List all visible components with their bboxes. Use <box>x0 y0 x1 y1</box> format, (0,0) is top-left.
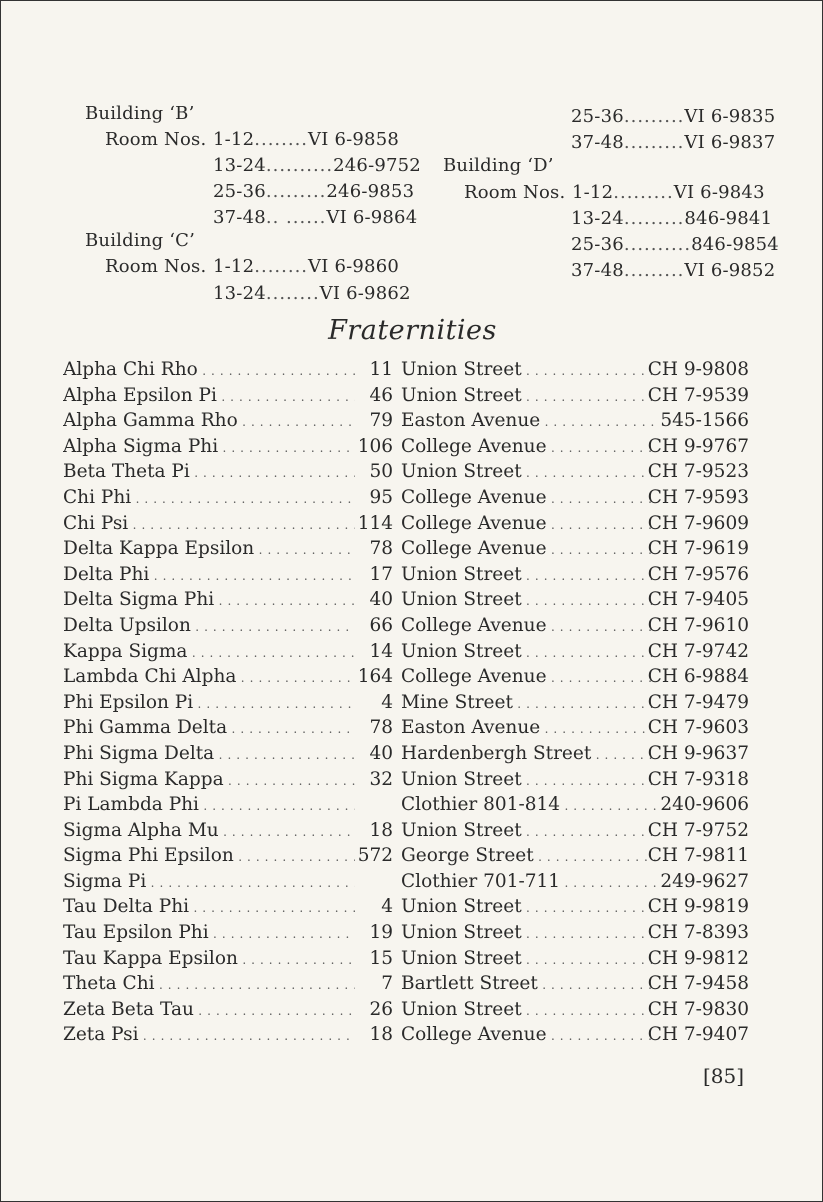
fraternity-row <box>1 357 823 383</box>
fraternity-name: Phi Gamma Delta . . . <box>63 715 355 743</box>
street-address: College Avenue . . . <box>401 664 656 692</box>
fraternity-row <box>1 767 823 793</box>
building-b-room-row: Room Nos. 1-12........VI 6-9858 <box>105 129 400 150</box>
phone-number: CH 7-9458 <box>647 973 749 995</box>
fraternity-name: Delta Phi . . . <box>63 562 355 590</box>
street-address: Clothier 701-711 . . . <box>401 869 656 897</box>
fraternity-row <box>1 894 823 920</box>
building-b-room-row: 13-24..........246-9752 <box>213 155 421 176</box>
street-address: College Avenue . . . <box>401 536 656 564</box>
street-number: 19 <box>369 922 393 944</box>
phone-number: CH 6-9884 <box>647 666 749 688</box>
fraternity-name: Tau Kappa Epsilon . . . <box>63 946 355 974</box>
street-address: Union Street . . . <box>401 587 656 615</box>
building-d-title: Building ‘D’ <box>443 155 554 176</box>
fraternity-row <box>1 869 823 895</box>
street-number: 18 <box>369 1024 393 1046</box>
building-b-room-row: 37-48.. ......VI 6-9864 <box>213 207 418 228</box>
phone-number: CH 7-9742 <box>647 640 749 662</box>
fraternity-name: Phi Sigma Kappa . . . <box>63 767 355 795</box>
room-nos-label: Room Nos. <box>105 129 207 150</box>
building-b-title: Building ‘B’ <box>85 103 195 124</box>
fraternity-row <box>1 587 823 613</box>
street-number: 66 <box>369 614 393 636</box>
fraternity-row <box>1 613 823 639</box>
room-range: 25-36 <box>213 181 266 202</box>
fraternity-name: Tau Delta Phi . . . <box>63 894 355 922</box>
building-c-room-row: Room Nos. 1-12........VI 6-9860 <box>105 256 400 277</box>
building-d-room-row: 37-48.........VI 6-9852 <box>571 260 776 281</box>
street-number: 106 <box>357 435 393 457</box>
building-c-room-row: 13-24........VI 6-9862 <box>213 283 411 304</box>
building-c-title: Building ‘C’ <box>85 230 196 251</box>
fraternity-row <box>1 741 823 767</box>
fraternity-row <box>1 664 823 690</box>
room-phone: 246-9853 <box>326 181 415 202</box>
fraternity-name: Tau Epsilon Phi . . . <box>63 920 355 948</box>
fraternity-name: Beta Theta Pi . . . <box>63 459 355 487</box>
phone-number: CH 9-9812 <box>647 947 749 969</box>
fraternity-row <box>1 562 823 588</box>
fraternity-name: Theta Chi . . . <box>63 971 355 999</box>
street-address: Easton Avenue . . . <box>401 715 656 743</box>
room-phone: VI 6-9858 <box>308 129 400 150</box>
fraternity-row <box>1 511 823 537</box>
fraternity-name: Pi Lambda Phi . . . <box>63 792 355 820</box>
room-nos-label: Room Nos. <box>105 256 207 277</box>
street-address: College Avenue . . . <box>401 613 656 641</box>
room-range: 1-12 <box>213 256 255 277</box>
room-range: 37-48 <box>571 260 624 281</box>
street-number: 17 <box>369 563 393 585</box>
street-number: 32 <box>369 768 393 790</box>
street-address: Union Street . . . <box>401 997 656 1025</box>
street-number: 15 <box>369 947 393 969</box>
phone-number: CH 9-9637 <box>647 742 749 764</box>
street-address: Union Street . . . <box>401 357 656 385</box>
fraternity-row <box>1 1022 823 1048</box>
room-range: 13-24 <box>213 155 266 176</box>
phone-number: CH 7-9405 <box>647 589 749 611</box>
fraternity-row <box>1 485 823 511</box>
street-address: Easton Avenue . . . <box>401 408 656 436</box>
street-address: Union Street . . . <box>401 639 656 667</box>
fraternity-name: Sigma Phi Epsilon . . . <box>63 843 355 871</box>
fraternity-row <box>1 536 823 562</box>
fraternity-row <box>1 843 823 869</box>
fraternity-name: Alpha Gamma Rho . . . <box>63 408 355 436</box>
fraternity-row <box>1 690 823 716</box>
phone-number: CH 7-9523 <box>647 461 749 483</box>
street-number: 26 <box>369 998 393 1020</box>
fraternity-name: Zeta Beta Tau . . . <box>63 997 355 1025</box>
street-address: College Avenue . . . <box>401 485 656 513</box>
building-d-room-row: 13-24.........846-9841 <box>571 208 773 229</box>
room-range: 25-36 <box>571 106 624 127</box>
phone-number: CH 7-9830 <box>647 998 749 1020</box>
room-range: 1-12 <box>213 129 255 150</box>
phone-number: CH 7-9619 <box>647 538 749 560</box>
fraternity-name: Phi Sigma Delta . . . <box>63 741 355 769</box>
street-address: Union Street . . . <box>401 767 656 795</box>
street-address: Clothier 801-814 . . . <box>401 792 656 820</box>
phone-number: CH 7-9539 <box>647 384 749 406</box>
phone-number: CH 7-9407 <box>647 1024 749 1046</box>
street-number: 4 <box>381 691 393 713</box>
fraternity-name: Delta Kappa Epsilon . . . <box>63 536 355 564</box>
fraternity-list <box>1 357 823 1048</box>
street-number: 4 <box>381 896 393 918</box>
street-number: 164 <box>357 666 393 688</box>
phone-number: CH 9-9808 <box>647 359 749 380</box>
fraternity-row <box>1 715 823 741</box>
street-address: Hardenbergh Street . . . <box>401 741 656 769</box>
room-range: 37-48 <box>213 207 266 228</box>
fraternity-row <box>1 971 823 997</box>
phone-number: CH 7-8393 <box>647 922 749 944</box>
street-number: 46 <box>369 384 393 406</box>
street-number: 79 <box>369 410 393 432</box>
fraternity-name: Alpha Sigma Phi . . . <box>63 434 355 462</box>
fraternity-row <box>1 920 823 946</box>
street-address: College Avenue . . . <box>401 434 656 462</box>
street-address: Union Street . . . <box>401 894 656 922</box>
fraternity-name: Lambda Chi Alpha . . . <box>63 664 355 692</box>
building-b-room-row: 25-36.........246-9853 <box>213 181 415 202</box>
fraternity-name: Kappa Sigma . . . <box>63 639 355 667</box>
room-phone: VI 6-9852 <box>684 260 776 281</box>
street-address: College Avenue . . . <box>401 511 656 539</box>
fraternity-name: Sigma Alpha Mu . . . <box>63 818 355 846</box>
room-range: 13-24 <box>213 283 266 304</box>
street-address: Union Street . . . <box>401 946 656 974</box>
fraternity-row <box>1 818 823 844</box>
street-number: 78 <box>369 538 393 560</box>
fraternity-name: Sigma Pi . . . <box>63 869 355 897</box>
fraternity-name: Zeta Psi . . . <box>63 1022 355 1050</box>
street-number: 572 <box>357 845 393 867</box>
fraternity-name: Phi Epsilon Pi . . . <box>63 690 355 718</box>
street-number: 40 <box>369 742 393 764</box>
phone-number: 240-9606 <box>660 794 749 816</box>
page-number: [85] <box>702 1064 744 1088</box>
room-phone: 246-9752 <box>333 155 421 176</box>
building-c-room-row: 37-48.........VI 6-9837 <box>571 132 776 153</box>
room-phone: VI 6-9837 <box>684 132 776 153</box>
phone-number: CH 7-9811 <box>647 845 749 867</box>
room-nos-label: Room Nos. <box>464 182 566 203</box>
room-phone: VI 6-9862 <box>319 283 411 304</box>
room-range: 37-48 <box>571 132 624 153</box>
section-heading: Fraternities <box>328 315 497 346</box>
phone-number: 249-9627 <box>660 870 749 892</box>
phone-number: CH 9-9819 <box>647 896 749 918</box>
room-phone: 846-9854 <box>691 234 779 255</box>
street-address: Union Street . . . <box>401 562 656 590</box>
street-address: George Street . . . <box>401 843 656 871</box>
phone-number: CH 7-9479 <box>647 691 749 713</box>
street-address: Mine Street . . . <box>401 690 656 718</box>
fraternity-row <box>1 434 823 460</box>
room-phone: VI 6-9860 <box>308 256 400 277</box>
phone-number: CH 7-9318 <box>647 768 749 790</box>
fraternity-name: Delta Upsilon . . . <box>63 613 355 641</box>
phone-number: CH 7-9576 <box>647 563 749 585</box>
phone-number: CH 9-9767 <box>647 435 749 457</box>
building-d-room-row: Room Nos. 1-12.........VI 6-9843 <box>464 182 765 203</box>
street-number: 78 <box>369 717 393 739</box>
phone-number: 545-1566 <box>660 410 749 432</box>
street-number: 18 <box>369 819 393 841</box>
street-number: 14 <box>369 640 393 662</box>
street-number: 50 <box>369 461 393 483</box>
room-range: 13-24 <box>571 208 624 229</box>
fraternity-row <box>1 997 823 1023</box>
street-address: Union Street . . . <box>401 818 656 846</box>
room-phone: VI 6-9864 <box>326 207 418 228</box>
phone-number: CH 7-9593 <box>647 486 749 508</box>
street-number: 7 <box>381 973 393 995</box>
fraternity-name: Alpha Chi Rho . . . <box>63 357 355 385</box>
phone-number: CH 7-9609 <box>647 512 749 534</box>
room-phone: VI 6-9843 <box>673 182 765 203</box>
street-number: 40 <box>369 589 393 611</box>
fraternity-row <box>1 946 823 972</box>
fraternity-name: Delta Sigma Phi . . . <box>63 587 355 615</box>
fraternity-name: Alpha Epsilon Pi . . . <box>63 383 355 411</box>
street-address: Union Street . . . <box>401 383 656 411</box>
street-number: 11 <box>369 359 393 380</box>
phone-number: CH 7-9610 <box>647 614 749 636</box>
street-address: Union Street . . . <box>401 920 656 948</box>
fraternity-name: Chi Phi . . . <box>63 485 355 513</box>
room-phone: VI 6-9835 <box>684 106 776 127</box>
street-number: 95 <box>369 486 393 508</box>
fraternity-row <box>1 792 823 818</box>
building-c-room-row: 25-36.........VI 6-9835 <box>571 106 776 127</box>
street-address: Union Street . . . <box>401 459 656 487</box>
phone-number: CH 7-9603 <box>647 717 749 739</box>
fraternity-row <box>1 383 823 409</box>
fraternity-row <box>1 408 823 434</box>
street-address: Bartlett Street . . . <box>401 971 656 999</box>
fraternity-row <box>1 459 823 485</box>
building-d-room-row: 25-36..........846-9854 <box>571 234 779 255</box>
street-number: 114 <box>357 512 393 534</box>
phone-number: CH 7-9752 <box>647 819 749 841</box>
street-address: College Avenue . . . <box>401 1022 656 1050</box>
fraternity-name: Chi Psi . . . <box>63 511 355 539</box>
room-range: 1-12 <box>572 182 614 203</box>
room-range: 25-36 <box>571 234 624 255</box>
fraternity-row <box>1 639 823 665</box>
room-phone: 846-9841 <box>684 208 773 229</box>
